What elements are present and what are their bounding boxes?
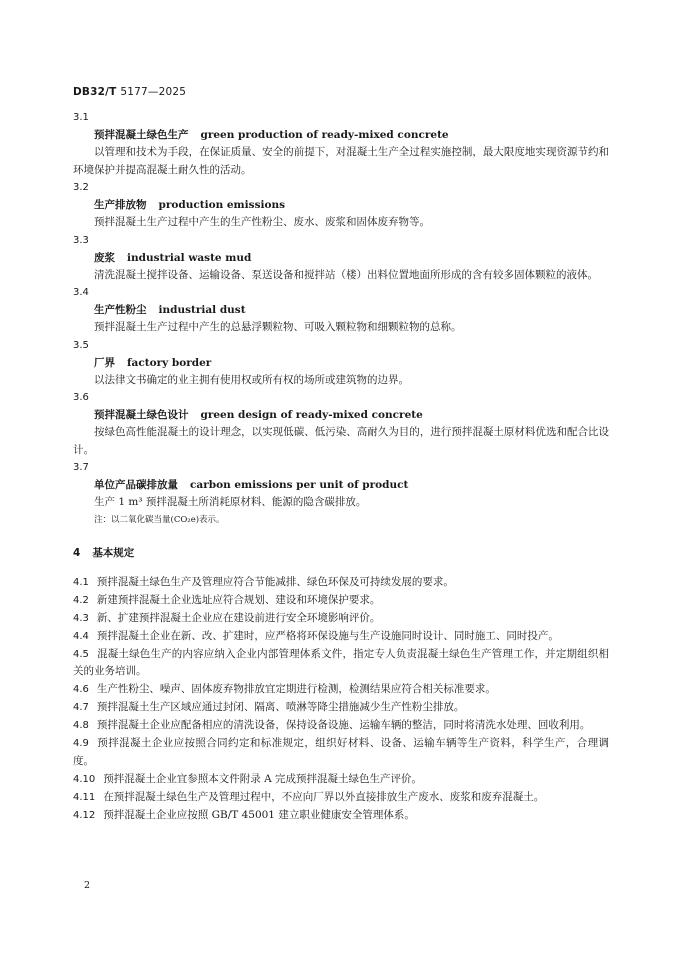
- term-zh: 废浆: [94, 251, 115, 264]
- clause-text: 预拌混凝土企业在新、改、扩建时，应严格将环保设施与生产设施同时设计、同时施工、同时投产。: [96, 629, 559, 642]
- clause-text: 预拌混凝土企业应配备相应的清洗设备，保持设备设施、运输车辆的整洁，同时将清洗水处理、回收利用。: [96, 719, 591, 731]
- term-en: production emissions: [158, 199, 286, 211]
- clause-number: 4.6: [73, 684, 89, 695]
- clause-number: 4.3: [73, 612, 89, 624]
- clause-text: 新建预拌混凝土企业选址应符合规划、建设和环境保护要求。: [96, 593, 381, 606]
- terms-list: [73, 110, 609, 528]
- standard-code: DB32/T: [73, 86, 117, 98]
- term-number: 3.3: [73, 234, 89, 246]
- clause-item: [73, 771, 609, 789]
- term-heading: [73, 355, 609, 372]
- clause-number: 4.1: [73, 576, 89, 588]
- term-number: 3.5: [73, 339, 89, 351]
- clause-item: [73, 699, 609, 717]
- clause-text: 预拌混凝土企业宜参照本文件附录 A 完成预拌混凝土绿色生产评价。: [103, 772, 423, 785]
- clause-item: [73, 646, 609, 681]
- standard-code-header: [73, 86, 186, 98]
- term-definition: 生产 1 m³ 预拌混凝土所消耗原材料、能源的隐含碳排放。: [94, 496, 367, 508]
- clause-number: 4.7: [73, 702, 89, 713]
- term-number: 3.2: [73, 182, 89, 193]
- clause-text: 新、扩建预拌混凝土企业应在建设前进行安全环境影响评价。: [96, 611, 381, 624]
- term-entry: [73, 390, 609, 459]
- section-number: 4: [73, 546, 81, 559]
- clause-number: 4.4: [73, 630, 89, 642]
- section-heading: [73, 544, 609, 562]
- term-definition: 以法律文书确定的业主拥有使用权或所有权的场所或建筑物的边界。: [94, 373, 409, 386]
- section-title: 基本规定: [92, 546, 135, 559]
- term-note: 注：以二氧化碳当量(CO₂e)表示。: [94, 514, 225, 525]
- term-en: green design of ready-mixed concrete: [200, 409, 423, 421]
- term-zh: 厂界: [94, 356, 115, 369]
- clause-number: 4.8: [73, 720, 89, 731]
- page-number: 2: [84, 880, 91, 891]
- clause-number: 4.11: [73, 791, 96, 803]
- clause-text: 预拌混凝土企业应按照 GB/T 45001 建立职业健康安全管理体系。: [103, 808, 415, 821]
- term-en: industrial waste mud: [127, 251, 252, 264]
- document-body: [73, 110, 609, 825]
- clause-item: [73, 574, 609, 592]
- term-heading: [73, 407, 609, 424]
- term-number: 3.7: [73, 462, 89, 473]
- term-en: carbon emissions per unit of product: [190, 479, 409, 491]
- term-heading: [73, 127, 609, 144]
- term-entry: [73, 233, 609, 285]
- term-heading: [73, 197, 609, 214]
- clause-number: 4.9: [73, 738, 89, 749]
- term-entry: [73, 285, 609, 337]
- term-definition: 预拌混凝土生产过程中产生的总悬浮颗粒物、可吸入颗粒物和细颗粒物的总称。: [94, 321, 462, 333]
- term-zh: 预拌混凝土绿色设计: [94, 409, 189, 421]
- term-entry: [73, 110, 609, 179]
- term-definition: 清洗混凝土搅拌设备、运输设备、泵送设备和搅拌站（楼）出料位置地面所形成的含有较多固体颗粒的液体。: [94, 268, 598, 281]
- term-zh: 生产性粉尘: [94, 304, 147, 316]
- term-en: factory border: [127, 356, 212, 369]
- term-definition: 按绿色高性能混凝土的设计理念，以实现低碳、低污染、高耐久为目的，进行预拌混凝土原材料优选和配合比设计。: [73, 426, 609, 456]
- clauses-list: [73, 574, 609, 825]
- clause-text: 混凝土绿色生产的内容应纳入企业内部管理体系文件，指定专人负责混凝土绿色生产管理工作，并定期组织相关的业务培训。: [73, 647, 609, 677]
- clause-text: 生产性粉尘、噪声、固体废弃物排放宜定期进行检测，检测结果应符合相关标准要求。: [96, 683, 496, 695]
- standard-number: 5177—2025: [120, 86, 187, 98]
- term-heading: [73, 250, 609, 267]
- clause-item: [73, 592, 609, 610]
- clause-item: [73, 807, 609, 825]
- term-en: green production of ready-mixed concrete: [200, 129, 449, 141]
- clause-item: [73, 681, 609, 699]
- term-definition: 以管理和技术为手段，在保证质量、安全的前提下，对混凝土生产全过程实施控制，最大限度地实现资源节约和环境保护并提高混凝土耐久性的活动。: [73, 146, 609, 176]
- term-zh: 生产排放物: [94, 199, 147, 211]
- term-entry: [73, 338, 609, 390]
- term-heading: [73, 477, 609, 494]
- clause-text: 预拌混凝土生产区域应通过封闭、隔离、喷淋等降尘措施减少生产性粉尘排放。: [96, 701, 465, 713]
- term-entry: [73, 180, 609, 232]
- term-entry: [73, 460, 609, 528]
- clause-number: 4.5: [73, 648, 89, 660]
- clause-text: 预拌混凝土企业应按照合同约定和标准规定，组织好材料、设备、运输车辆等生产资料，科学生产，合理调度。: [73, 737, 609, 767]
- clause-text: 预拌混凝土绿色生产及管理应符合节能减排、绿色环保及可持续发展的要求。: [96, 575, 454, 588]
- clause-text: 在预拌混凝土绿色生产及管理过程中，不应向厂界以外直接排放生产废水、废浆和废弃混凝土。: [103, 790, 545, 803]
- clause-item: [73, 735, 609, 770]
- clause-number: 4.12: [73, 809, 96, 821]
- term-en: industrial dust: [158, 304, 246, 316]
- clause-number: 4.10: [73, 773, 96, 785]
- term-zh: 单位产品碳排放量: [94, 479, 178, 491]
- clause-item: [73, 610, 609, 628]
- term-heading: [73, 302, 609, 319]
- term-zh: 预拌混凝土绿色生产: [94, 129, 189, 141]
- clause-item: [73, 789, 609, 807]
- clause-item: [73, 717, 609, 735]
- clause-number: 4.2: [73, 594, 89, 606]
- clause-item: [73, 628, 609, 646]
- term-number: 3.4: [73, 287, 89, 298]
- term-number: 3.6: [73, 392, 89, 403]
- term-number: 3.1: [73, 112, 89, 123]
- term-definition: 预拌混凝土生产过程中产生的生产性粉尘、废水、废浆和固体废弃物等。: [94, 216, 430, 228]
